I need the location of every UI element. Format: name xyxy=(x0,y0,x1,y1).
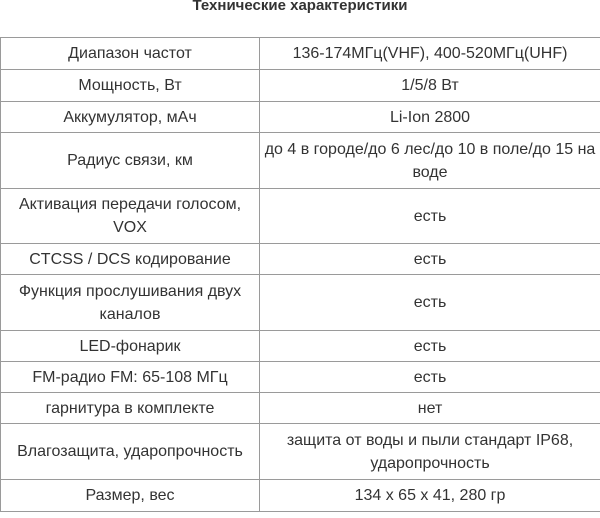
table-row xyxy=(1,189,600,244)
spec-name: Аккумулятор, мАч xyxy=(1,102,260,133)
spec-value: есть xyxy=(260,244,600,275)
spec-value: нет xyxy=(260,393,600,424)
spec-name: Размер, вес xyxy=(1,480,260,512)
spec-name: гарнитура в комплекте xyxy=(1,393,260,424)
page-title: Технические характеристики xyxy=(192,0,408,14)
spec-value: Li-Ion 2800 xyxy=(260,102,600,133)
table-row xyxy=(1,133,600,189)
spec-name: LED-фонарик xyxy=(1,331,260,362)
table-row xyxy=(1,362,600,393)
spec-value: есть xyxy=(260,275,600,331)
spec-value: 136-174МГц(VHF), 400-520МГц(UHF) xyxy=(260,38,600,70)
spec-name: Функция прослушивания двух каналов xyxy=(1,275,260,331)
spec-value: есть xyxy=(260,362,600,393)
table-row xyxy=(1,424,600,480)
spec-value: защита от воды и пыли стандарт IP68, ударопрочность xyxy=(260,424,600,480)
spec-value: до 4 в городе/до 6 лес/до 10 в поле/до 15 на воде xyxy=(260,133,600,189)
spec-name: FM-радио FM: 65-108 МГц xyxy=(1,362,260,393)
spec-value: 1/5/8 Вт xyxy=(260,70,600,102)
spec-value: есть xyxy=(260,331,600,362)
table-row xyxy=(1,70,600,102)
table-row xyxy=(1,38,600,70)
spec-value: есть xyxy=(260,189,600,244)
table-row xyxy=(1,244,600,275)
table-row xyxy=(1,393,600,424)
spec-name: Активация передачи голосом, VOX xyxy=(1,189,260,244)
spec-value: 134 х 65 х 41, 280 гр xyxy=(260,480,600,512)
table-row xyxy=(1,480,600,512)
spec-name: Мощность, Вт xyxy=(1,70,260,102)
spec-name: Диапазон частот xyxy=(1,38,260,70)
table-row xyxy=(1,275,600,331)
spec-name: Влагозащита, ударопрочность xyxy=(1,424,260,480)
table-row xyxy=(1,102,600,133)
specs-table xyxy=(0,37,600,512)
spec-name: CTCSS / DCS кодирование xyxy=(1,244,260,275)
spec-name: Радиус связи, км xyxy=(1,133,260,189)
table-row xyxy=(1,331,600,362)
